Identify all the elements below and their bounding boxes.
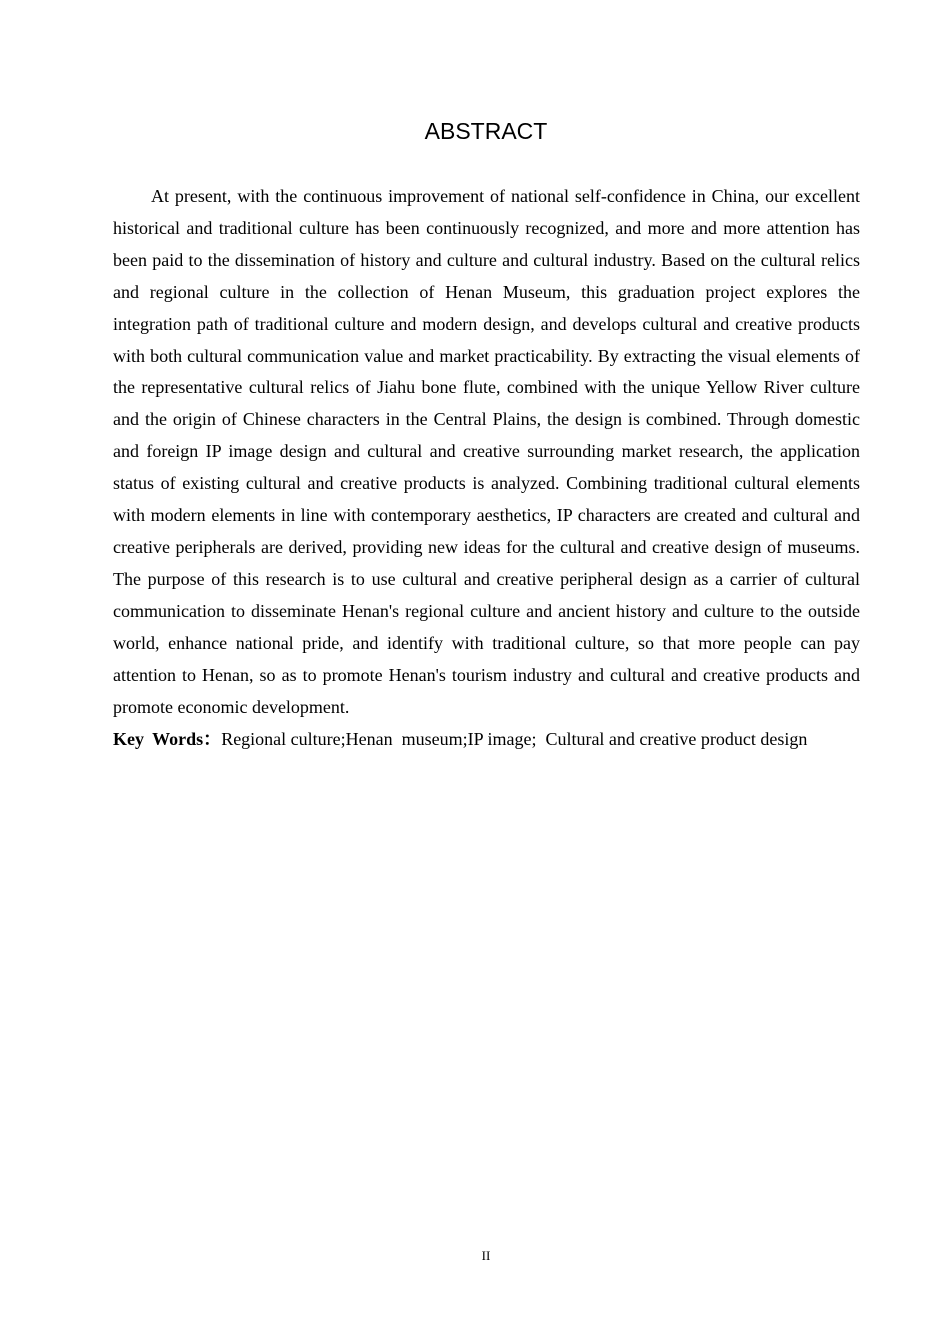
abstract-body: At present, with the continuous improvement of national self-confidence in China, our excellent historical and traditional culture has been continuously recognized, and more and more attention has been paid to the dissemination of history and culture and cultural industry. Based on the cultural relics and regional culture in the collection of Henan Museum, this graduation project explores the integration path of traditional culture and modern design, and develops cultural and creative products with both cultural communication value and market practicability. By extracting the visual elements of the representative cultural relics of Jiahu bone flute, combined with the unique Yellow River culture and the origin of Chinese characters in the Central Plains, the design is combined. Through domestic and foreign IP image design and cultural and creative surrounding market research, the application status of existing cultural and creative products is analyzed. Combining traditional cultural elements with modern elements in line with contemporary aesthetics, IP characters are created and cultural and creative peripherals are derived, providing new ideas for the cultural and creative design of museums. The purpose of this research is to use cultural and creative peripheral design as a carrier of cultural communication to disseminate Henan's regional culture and ancient history and culture to the outside world, enhance national pride, and identify with traditional culture, so that more people can pay attention to Henan, so as to promote Henan's tourism industry and cultural and creative products and promote economic development. (113, 186, 860, 717)
keywords-line (113, 723, 873, 755)
page-title: ABSTRACT (424, 118, 548, 144)
page-number: II (481, 1248, 491, 1263)
keywords-text: Regional culture;Henan museum;IP image; Cultural and creative product design (221, 729, 808, 749)
keywords-label: Key Words： (113, 729, 222, 749)
